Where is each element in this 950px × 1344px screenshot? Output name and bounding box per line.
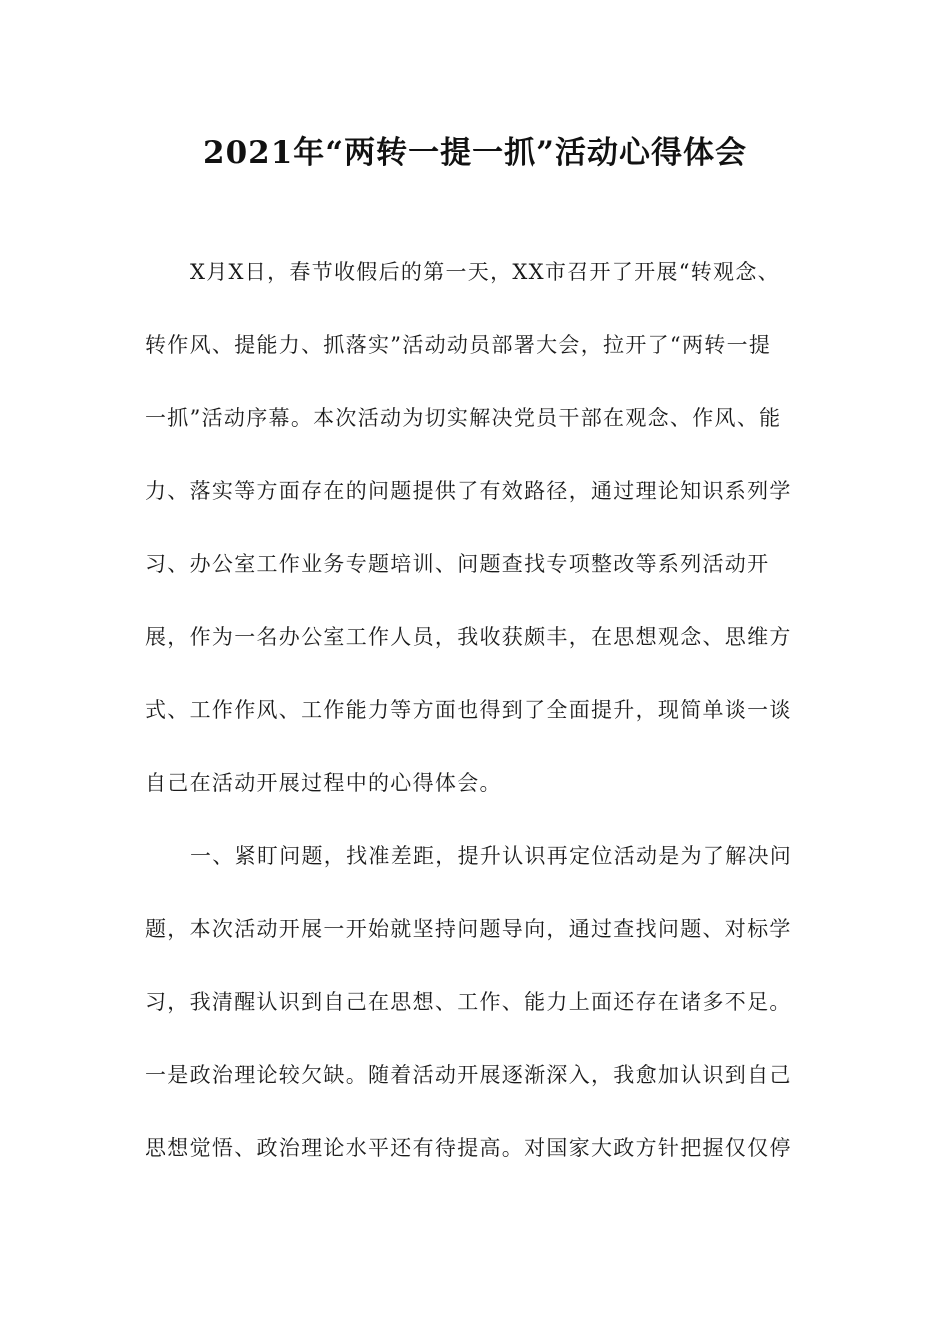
document-body: [145, 252, 805, 1201]
paragraph-line: 一、紧盯问题，找准差距，提升认识再定位活动是为了解决问: [190, 844, 793, 868]
paragraph-line: 思想觉悟、政治理论水平还有待提高。对国家大政方针把握仅仅停: [145, 1136, 792, 1160]
paragraph-line: X月X日，春节收假后的第一天，XX市召开了开展“转观念、: [190, 260, 780, 284]
paragraph-line: 力、落实等方面存在的问题提供了有效路径，通过理论知识系列学: [145, 479, 792, 503]
paragraph-line: 展，作为一名办公室工作人员，我收获颇丰，在思想观念、思维方: [145, 625, 792, 649]
paragraph-line: 转作风、提能力、抓落实”活动动员部署大会，拉开了“两转一提: [145, 333, 772, 357]
paragraph-line: 自己在活动开展过程中的心得体会。: [145, 771, 502, 795]
paragraph-line: 习，我清醒认识到自己在思想、工作、能力上面还存在诸多不足。: [145, 990, 792, 1014]
paragraph-line: 题，本次活动开展一开始就坚持问题导向，通过查找问题、对标学: [145, 917, 792, 941]
paragraph-line: 式、工作作风、工作能力等方面也得到了全面提升，现简单谈一谈: [145, 698, 792, 722]
paragraph-line: 一抓”活动序幕。本次活动为切实解决党员干部在观念、作风、能: [145, 406, 782, 430]
document-title: 2021年“两转一提一抓”活动心得体会: [203, 135, 747, 171]
paragraph-line: 习、办公室工作业务专题培训、问题查找专项整改等系列活动开: [145, 552, 770, 576]
paragraph-line: 一是政治理论较欠缺。随着活动开展逐渐深入，我愈加认识到自己: [145, 1063, 792, 1087]
